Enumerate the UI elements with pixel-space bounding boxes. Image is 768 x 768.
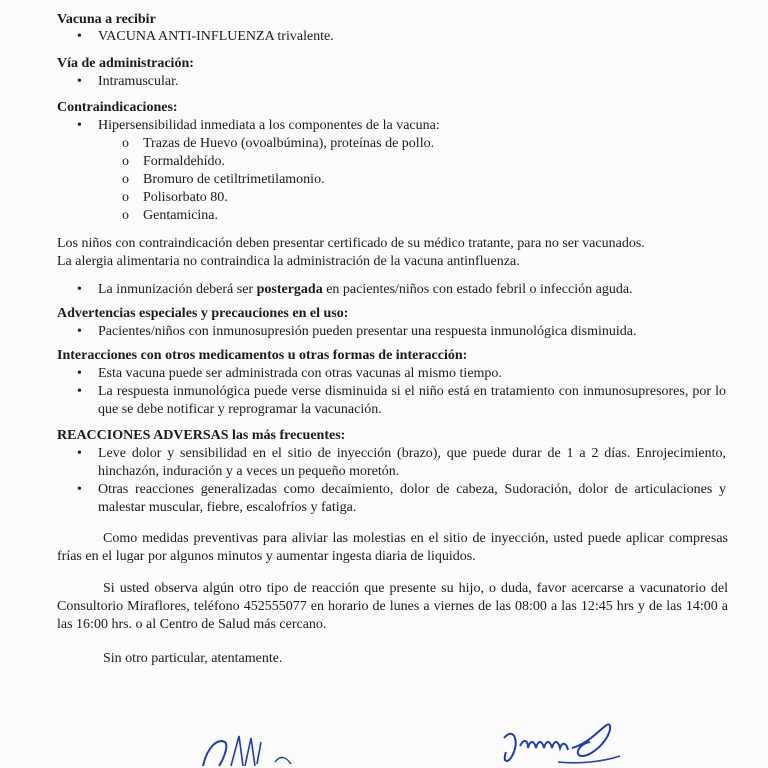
- circle-bullet-icon: o: [122, 208, 129, 223]
- list-item: [77, 481, 82, 499]
- bullet-icon: •: [77, 282, 82, 297]
- bullet-icon: •: [77, 324, 82, 339]
- list-item: • VACUNA ANTI-INFLUENZA trivalente.: [77, 29, 334, 44]
- list-item: • Esta vacuna puede ser administrada con otras vacunas al mismo tiempo.: [77, 366, 502, 381]
- list-item: [77, 445, 82, 463]
- list-item: • Hipersensibilidad inmediata a los componentes de la vacuna:: [77, 118, 440, 133]
- section-heading-advertencias: Advertencias especiales y precauciones en el uso:: [57, 306, 349, 321]
- section-heading-vacuna: Vacuna a recibir: [57, 12, 156, 27]
- section-heading-contraindicaciones: Contraindicaciones:: [57, 100, 178, 115]
- paragraph-contacto: Si usted observa algún otro tipo de reacción que presente su hijo, o duda, favor acercarse a vacunatorio del Consultorio Miraflores, teléfono 452555077 en horario de lunes a viernes de las 08:00 a las 12:45 hrs y de las 14:00 a las 16:00 hrs. o al Centro de Salud más cercano.: [57, 581, 728, 632]
- list-item-text: Leve dolor y sensibilidad en el sitio de inyección (brazo), que puede durar de 1 a 2 días. Enrojecimiento, hinchazón, induración y a veces un pequeño moretón.: [98, 446, 726, 479]
- bullet-icon: •: [77, 74, 82, 89]
- signature-left: [195, 728, 305, 768]
- sub-list-item: o Trazas de Huevo (ovoalbúmina), proteínas de pollo.: [122, 136, 435, 151]
- sub-list-item: o Gentamicina.: [122, 208, 219, 223]
- circle-bullet-icon: o: [122, 172, 129, 187]
- section-heading-interacciones: Interacciones con otros medicamentos u otras formas de interacción:: [57, 348, 468, 363]
- bullet-icon: •: [77, 482, 82, 497]
- list-item-text: Otras reacciones generalizadas como decaimiento, dolor de cabeza, Sudoración, dolor de articulaciones y malestar muscular, fiebre, escalofríos y fatiga.: [98, 482, 726, 515]
- sub-list-item: o Polisorbato 80.: [122, 190, 228, 205]
- circle-bullet-icon: o: [122, 136, 129, 151]
- circle-bullet-icon: o: [122, 154, 129, 169]
- paragraph-line: Los niños con contraindicación deben presentar certificado de su médico tratante, para no ser vacunados.: [57, 236, 645, 251]
- list-item-text: La respuesta inmunológica puede verse disminuida si el niño está en tratamiento con inmunosupresores, por lo que se debe notificar y reprogramar la vacunación.: [98, 384, 726, 417]
- bullet-icon: •: [77, 118, 82, 133]
- list-item: • Pacientes/niños con inmunosupresión pueden presentar una respuesta inmunológica disminuida.: [77, 324, 637, 339]
- list-item: • La inmunización deberá ser postergada en pacientes/niños con estado febril o infección aguda.: [77, 282, 633, 297]
- section-heading-reacciones: REACCIONES ADVERSAS las más frecuentes:: [57, 428, 346, 443]
- bullet-icon: •: [77, 446, 82, 461]
- section-heading-via: Vía de administración:: [57, 56, 194, 71]
- paragraph-line: La alergia alimentaria no contraindica la administración de la vacuna antinfluenza.: [57, 254, 520, 269]
- sub-list-item: o Bromuro de cetiltrimetilamonio.: [122, 172, 325, 187]
- bullet-icon: •: [77, 29, 82, 44]
- signature-right: [498, 712, 628, 768]
- list-item: • Intramuscular.: [77, 74, 179, 89]
- bullet-icon: •: [77, 366, 82, 381]
- paragraph-medidas: Como medidas preventivas para aliviar las molestias en el sitio de inyección, usted puede aplicar compresas frías en el lugar por algunos minutos y aumentar ingesta diaria de liquidos.: [57, 531, 728, 564]
- bullet-icon: •: [77, 384, 82, 399]
- sub-list-item: o Formaldehído.: [122, 154, 226, 169]
- circle-bullet-icon: o: [122, 190, 129, 205]
- closing-text: Sin otro particular, atentamente.: [103, 651, 283, 666]
- list-item: [77, 383, 82, 401]
